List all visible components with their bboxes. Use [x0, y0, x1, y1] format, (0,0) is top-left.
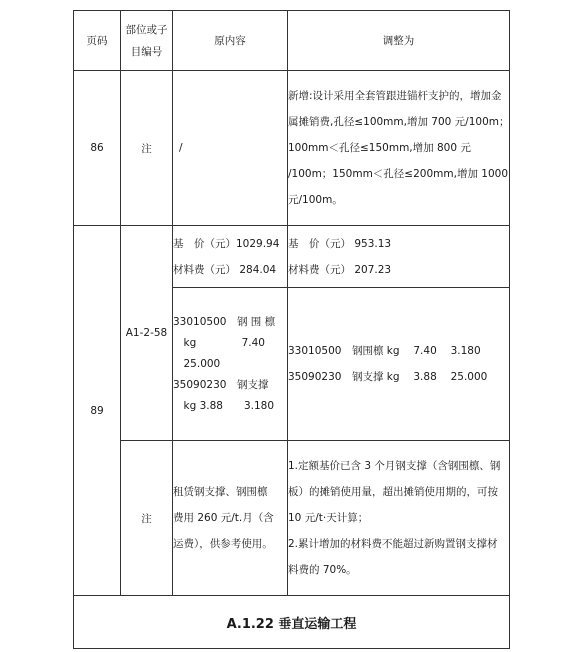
cell-item-89a: A1-2-58 [121, 226, 173, 441]
header-original: 原内容 [173, 11, 288, 71]
adj-note-line: 料费的 70%。 [288, 564, 357, 576]
orig-material-line: 35090230 钢支撑 [173, 378, 269, 391]
cell-original-note [173, 441, 288, 596]
orig-material-line: kg 7.40 [173, 336, 265, 349]
table-header-row [74, 11, 510, 71]
adj-material-line: 33010500 钢围檩 kg 7.40 3.180 [288, 345, 481, 357]
cell-adjust-materials [288, 288, 510, 441]
cell-adjust-price [288, 226, 510, 288]
adjustment-table [73, 10, 510, 649]
adj-material-line: 35090230 钢支撑 kg 3.88 25.000 [288, 371, 488, 383]
adjust-86-line: /100m；150mm＜孔径≤200mm,增加 1000 [288, 168, 508, 180]
cell-adjust-86 [288, 71, 510, 226]
cell-original-price [173, 226, 288, 288]
cell-item-86: 注 [121, 71, 173, 226]
adj-note-line: 1.定额基价已含 3 个月钢支撑（含钢围檩、钢 [288, 460, 501, 472]
orig-note-line: 租赁钢支撑、钢围檩 [173, 486, 268, 498]
section-title-row [74, 596, 510, 649]
adjust-86-line: 属摊销费,孔径≤100mm,增加 700 元/100m； [288, 116, 510, 128]
cell-original-materials [173, 288, 288, 441]
table-row-89-price [74, 226, 510, 288]
orig-note-line: 运费），供参考使用。 [173, 538, 273, 550]
adj-price-line: 基 价（元） 953.13 [288, 237, 392, 250]
header-page: 页码 [74, 11, 121, 71]
cell-adjust-note [288, 441, 510, 596]
table-row-89-note [74, 441, 510, 596]
cell-original-86: / [173, 71, 288, 226]
orig-material-line: kg 3.88 3.180 [173, 399, 275, 412]
header-item-line2: 目编号 [130, 45, 163, 58]
header-item [121, 11, 173, 71]
orig-note-line: 费用 260 元/t.月（含 [173, 512, 274, 524]
cell-item-89b: 注 [121, 441, 173, 596]
orig-price-line: 基 价（元）1029.94 [173, 237, 280, 250]
adjust-86-line: 新增:设计采用全套管跟进锚杆支护的，增加金 [288, 90, 502, 102]
cell-page-86: 86 [74, 71, 121, 226]
section-title: A.1.22 垂直运输工程 [74, 596, 510, 649]
adj-note-line: 10 元/t·天计算； [288, 512, 369, 524]
adjust-86-line: 元/100m。 [288, 194, 343, 206]
adj-note-line: 板）的摊销使用量，超出摊销使用期的，可按 [288, 486, 498, 498]
cell-page-89: 89 [74, 226, 121, 596]
table-row-86 [74, 71, 510, 226]
orig-material-line: 33010500 钢 围 檩 [173, 315, 276, 328]
header-item-line1: 部位或子 [125, 23, 168, 36]
header-adjust: 调整为 [288, 11, 510, 71]
adj-price-line: 材料费（元） 207.23 [288, 263, 392, 276]
orig-material-line: 25.000 [173, 357, 221, 370]
adj-note-line: 2.累计增加的材料费不能超过新购置钢支撑材 [288, 538, 498, 550]
orig-price-line: 材料费（元） 284.04 [173, 263, 277, 276]
adjust-86-line: 100mm＜孔径≤150mm,增加 800 元 [288, 142, 471, 154]
